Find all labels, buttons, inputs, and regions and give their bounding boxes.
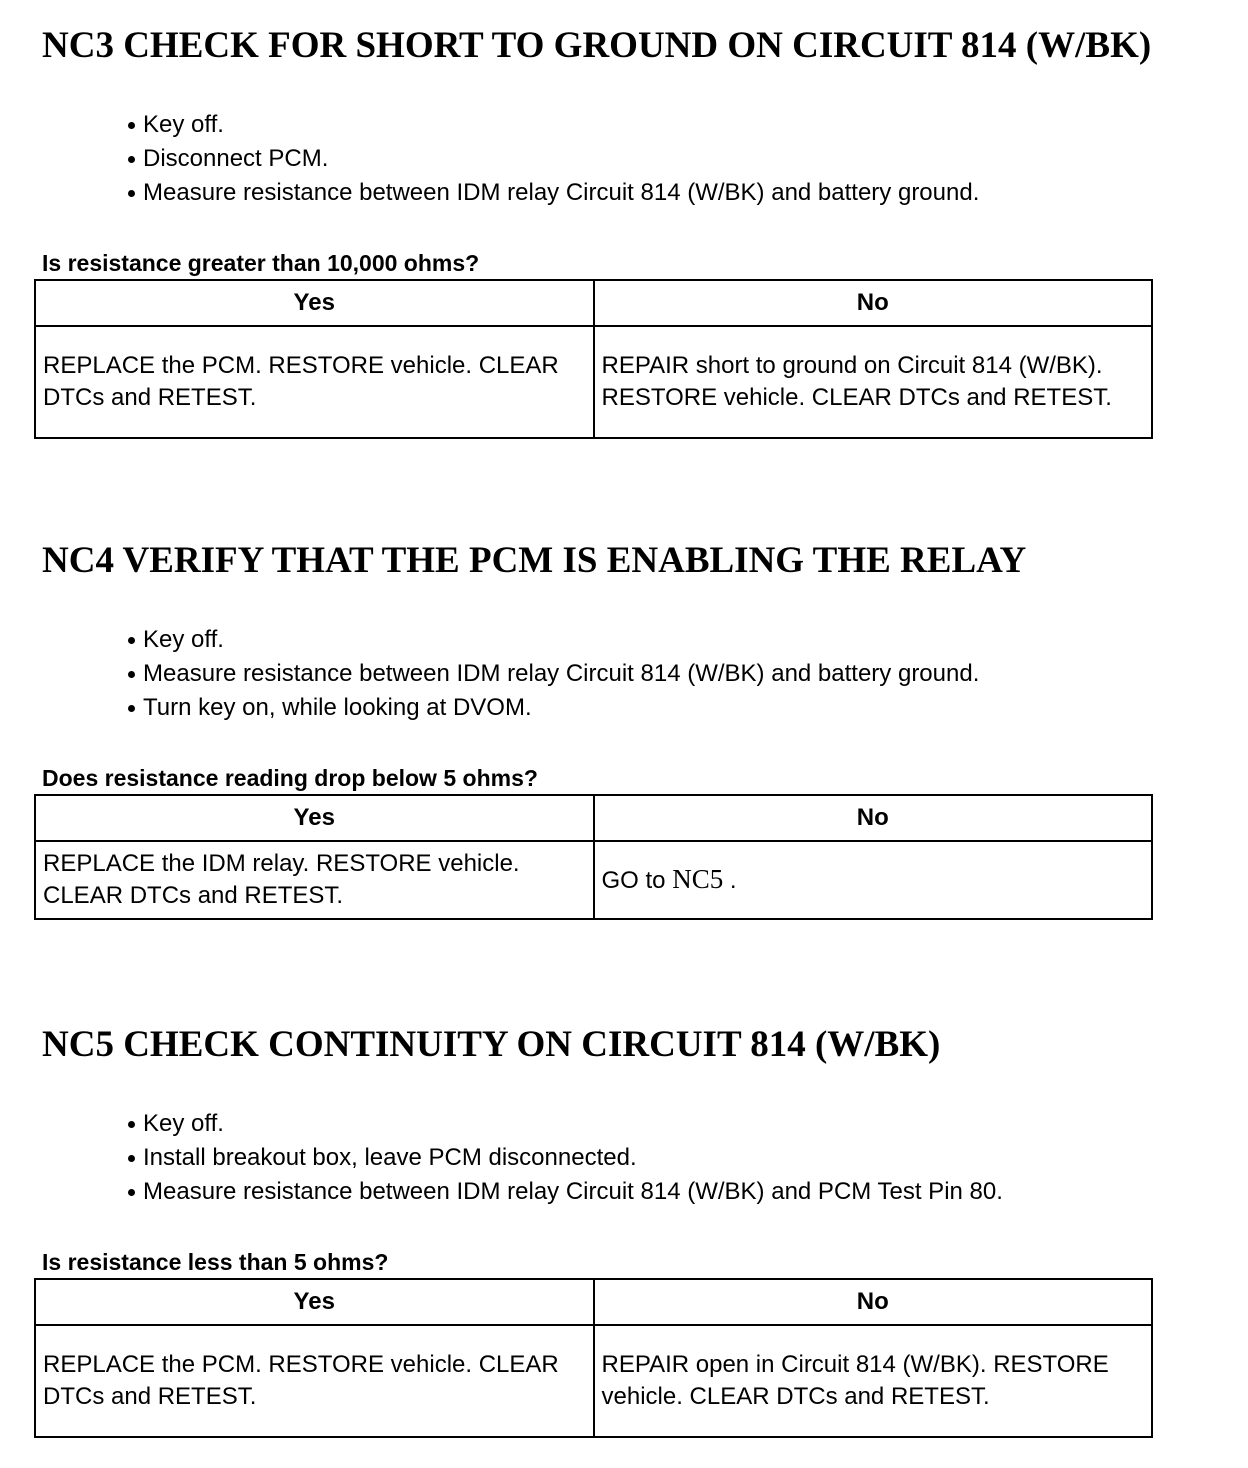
answer-table <box>34 1278 1153 1438</box>
answer-table <box>34 794 1153 920</box>
no-action <box>594 841 1153 919</box>
no-action-suffix: . <box>729 867 737 894</box>
question: Is resistance less than 5 ohms? <box>42 1249 389 1275</box>
step-item: Measure resistance between IDM relay Circuit 814 (W/BK) and PCM Test Pin 80. <box>124 1175 1003 1209</box>
step-item: Turn key on, while looking at DVOM. <box>124 691 979 725</box>
step-item: Install breakout box, leave PCM disconnected. <box>124 1141 1003 1175</box>
step-list <box>124 108 979 210</box>
yes-header: Yes <box>35 280 594 326</box>
step-list <box>124 623 979 725</box>
step-list <box>124 1107 1003 1209</box>
no-header: No <box>594 795 1153 841</box>
step-item: Key off. <box>124 1107 1003 1141</box>
section-title: NC4 VERIFY THAT THE PCM IS ENABLING THE RELAY <box>42 540 1027 581</box>
step-item: Measure resistance between IDM relay Circuit 814 (W/BK) and battery ground. <box>124 176 979 210</box>
yes-action: REPLACE the IDM relay. RESTORE vehicle. CLEAR DTCs and RETEST. <box>35 841 594 919</box>
yes-action: REPLACE the PCM. RESTORE vehicle. CLEAR DTCs and RETEST. <box>35 1325 594 1437</box>
step-item: Key off. <box>124 623 979 657</box>
question: Is resistance greater than 10,000 ohms? <box>42 250 480 276</box>
nc5-reference-link[interactable]: NC5 <box>672 864 724 894</box>
no-header: No <box>594 1279 1153 1325</box>
no-header: No <box>594 280 1153 326</box>
step-item: Key off. <box>124 108 979 142</box>
yes-header: Yes <box>35 795 594 841</box>
yes-action: REPLACE the PCM. RESTORE vehicle. CLEAR DTCs and RETEST. <box>35 326 594 438</box>
no-action: REPAIR short to ground on Circuit 814 (W/BK). RESTORE vehicle. CLEAR DTCs and RETEST. <box>594 326 1153 438</box>
step-item: Disconnect PCM. <box>124 142 979 176</box>
question: Does resistance reading drop below 5 ohms? <box>42 765 538 791</box>
section-title: NC3 CHECK FOR SHORT TO GROUND ON CIRCUIT 814 (W/BK) <box>42 25 1152 66</box>
yes-header: Yes <box>35 1279 594 1325</box>
step-item: Measure resistance between IDM relay Circuit 814 (W/BK) and battery ground. <box>124 657 979 691</box>
no-action: REPAIR open in Circuit 814 (W/BK). RESTORE vehicle. CLEAR DTCs and RETEST. <box>594 1325 1153 1437</box>
no-action-prefix: GO to <box>601 867 666 894</box>
section-title: NC5 CHECK CONTINUITY ON CIRCUIT 814 (W/BK) <box>42 1024 941 1065</box>
answer-table <box>34 279 1153 439</box>
